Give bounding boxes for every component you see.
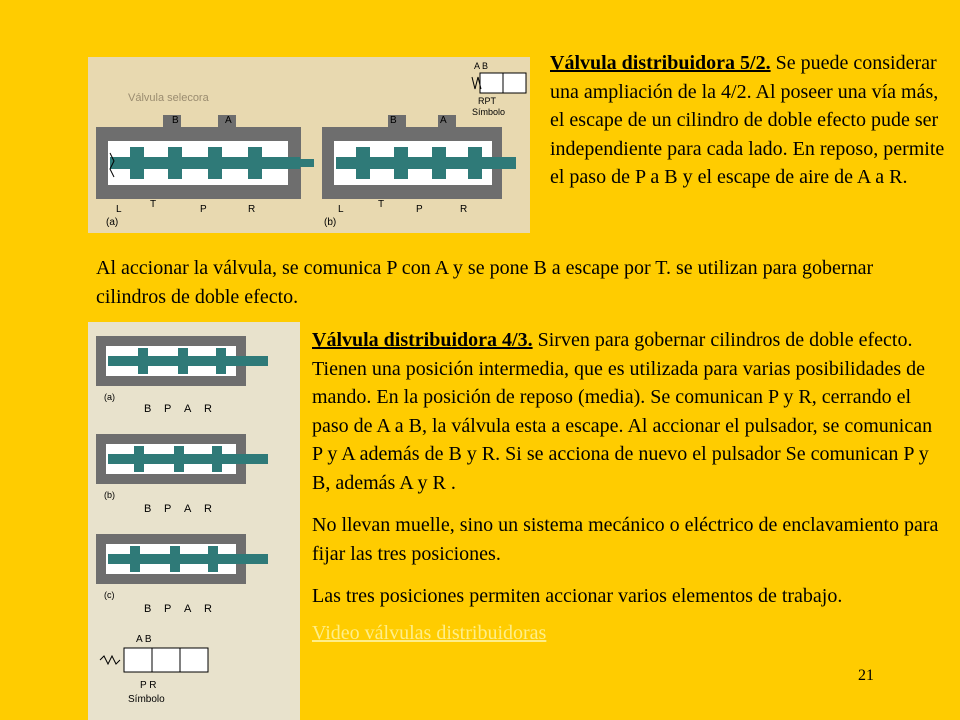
page-number: 21 [858,667,874,684]
paragraph-actuation: Al accionar la válvula, se comunica P con A y se pone B a escape por T. se utilizan para gobernar cilindros de doble efecto. [96,257,874,308]
port-label: B [390,115,397,126]
valve-section-a [96,336,268,386]
figure-label-b: (b) [324,217,337,228]
port-label-b: B [144,603,152,615]
valve-section-a [96,115,314,199]
port-label-a: A [184,403,192,415]
symbol-top-label: A B [474,61,489,71]
symbol-top-label: A B [136,634,152,645]
port-label: R [460,204,468,215]
text-valve-5-2: Se puede considerar una ampliación de la 4/2. Al poseer una vía más, el escape de un cilindro de doble efecto pude ser independiente para cada lado. En reposo, permite el paso de P a B y el escape de aire de A a R. [550,52,945,188]
valve-5-2-figure [88,57,530,233]
port-label: T [150,199,157,210]
symbol-caption: Símbolo [128,694,165,705]
paragraph-three-positions: Las tres posiciones permiten accionar varios elementos de trabajo. [312,585,843,607]
port-label: P [416,204,423,215]
symbol-bottom-label: P R [140,680,157,691]
port-label-r: R [204,403,212,415]
port-label-p: P [164,403,172,415]
port-label-b: B [144,403,152,415]
figure-label-a: (a) [106,217,119,228]
port-label-a: A [184,503,192,515]
right-text-column [312,326,942,647]
symbol-caption: Símbolo [472,107,506,117]
port-label-b: B [144,503,152,515]
paragraph-no-spring: No llevan muelle, sino un sistema mecánico o eléctrico de enclavamiento para fijar las tres posiciones. [312,514,939,565]
port-label: B [172,115,179,126]
paragraph-valve-4-3 [312,326,942,497]
heading-valve-5-2: Válvula distribuidora 5/2. [550,52,771,74]
port-label: T [378,199,385,210]
port-label-a: A [184,603,192,615]
symbol-bottom-label: RPT [478,96,496,106]
paragraph-valve-5-2 [550,49,950,192]
port-label: A [440,115,447,126]
figure-label-b: (b) [104,490,115,500]
valve-4-3-figure [88,322,300,720]
text-valve-4-3: Sirven para gobernar cilindros de doble efecto. Tienen una posición intermedia, que es utilizada para varias posibilidades de mando. En la posición de reposo (media). Se comunican P y R, cerrando el paso de A a B, la válvula esta a escape. Al accionar el pulsador, se comunican P y A además de B y R. Si se acciona de nuevo el pulsador Se comunican P y B, además A y R . [312,329,933,494]
port-label-r: R [204,603,212,615]
port-label: P [200,204,207,215]
valve-symbol [472,73,526,93]
background-heading: Válvula selecora [128,92,209,104]
figure-label-c: (c) [104,590,115,600]
port-label-p: P [164,503,172,515]
port-label: R [248,204,256,215]
port-label-p: P [164,603,172,615]
video-link[interactable]: Video válvulas distribuidoras [312,621,547,644]
port-label-r: R [204,503,212,515]
figure-label-a: (a) [104,392,115,402]
valve-section-b [322,115,516,199]
port-label: L [116,204,122,215]
valve-section-c [96,534,268,584]
valve-section-b [96,434,268,484]
port-label: L [338,204,344,215]
heading-valve-4-3: Válvula distribuidora 4/3. [312,329,533,351]
port-label: A [225,115,232,126]
